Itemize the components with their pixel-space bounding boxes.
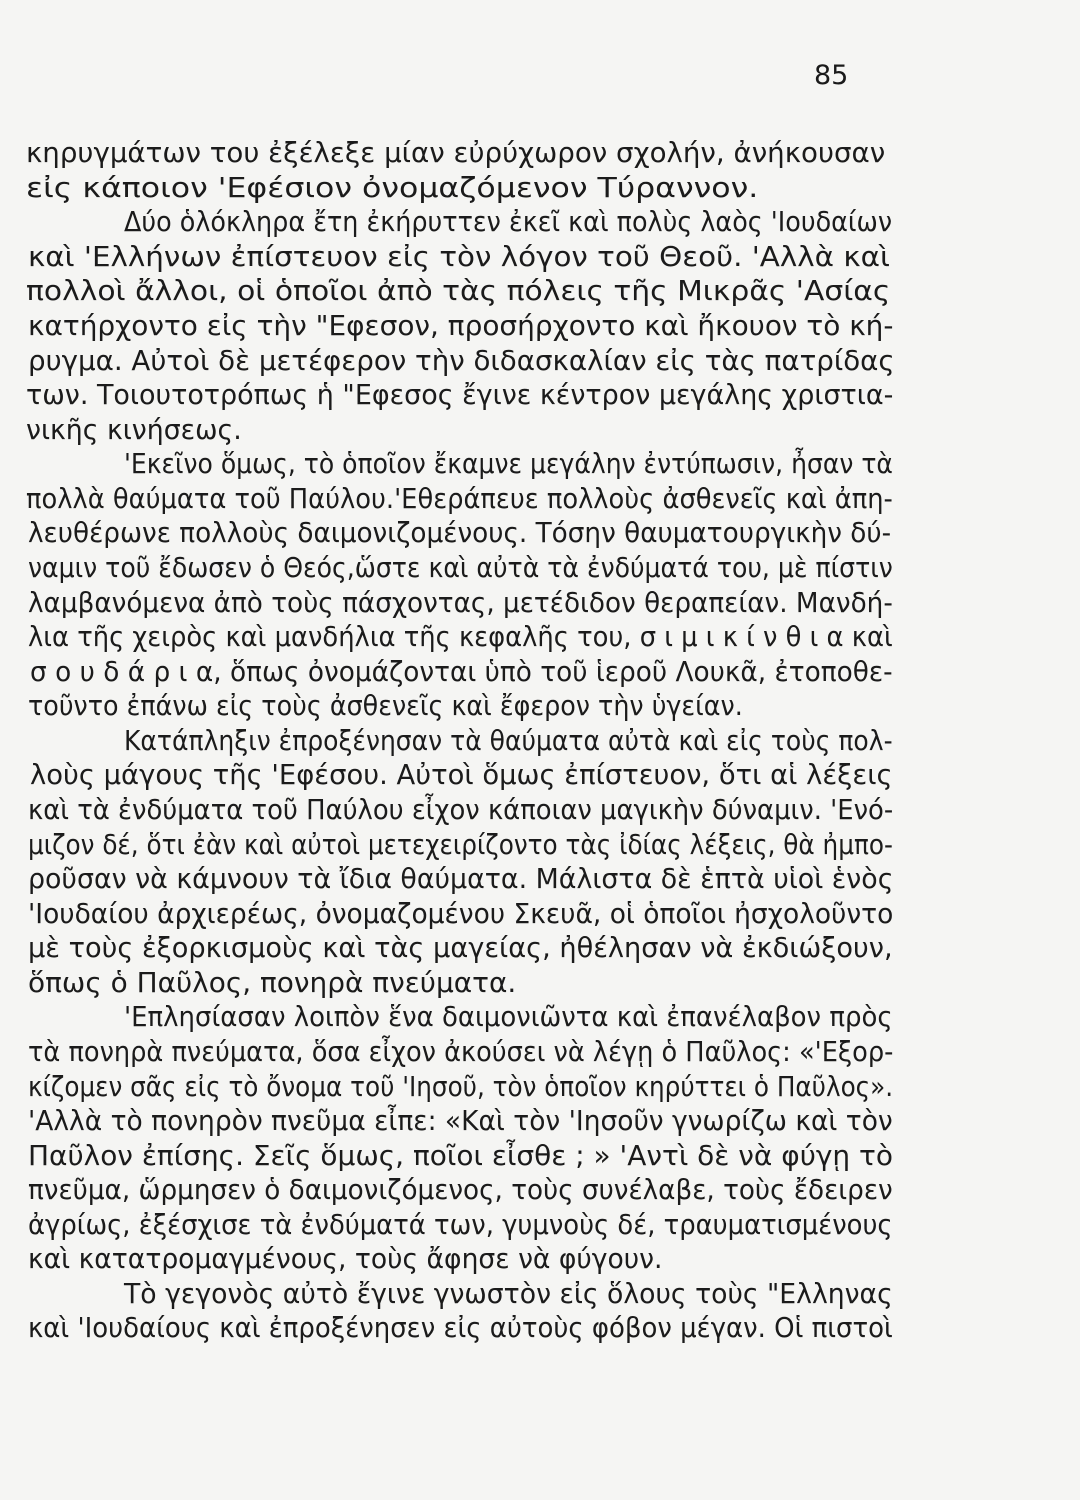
text-line: 'Επλησίασαν λοιπὸν ἕνα δαιμονιῶντα καὶ ἐπανέλαβον πρὸς [124, 1000, 893, 1033]
text-line: καὶ κατατρομαγμένους, τοὺς ἄφησε νὰ φύγουν. [28, 1242, 663, 1275]
text-line: εἰς κάποιον 'Εφέσιον ὀνομαζόμενον Τύραννον. [26, 171, 759, 204]
text-line: κηρυγμάτων του ἐξέλεξε μίαν εὐρύχωρον σχολήν, ἀνήκουσαν [26, 136, 886, 169]
text-line: σ ο υ δ ά ρ ι α, ὅπως ὀνομάζονται ὑπὸ τοῦ ἱεροῦ Λουκᾶ, ἐτοποθε- [30, 655, 893, 688]
text-line: ἀγρίως, ἐξέσχισε τὰ ἐνδύματά των, γυμνοὺς δέ, τραυματισμένους [28, 1208, 893, 1241]
text-line: καὶ τὰ ἐνδύματα τοῦ Παύλου εἶχον κάποιαν μαγικὴν δύναμιν. 'Ενό- [28, 793, 894, 826]
text-line: καὶ 'Ελλήνων ἐπίστευον εἰς τὸν λόγον τοῦ Θεοῦ. 'Αλλὰ καὶ [28, 240, 890, 273]
text-line: ροῦσαν νὰ κάμνουν τὰ ἴδια θαύματα. Μάλιστα δὲ ἑπτὰ υἱοὶ ἑνὸς [28, 862, 894, 895]
text-line: μὲ τοὺς ἐξορκισμοὺς καὶ τὰς μαγείας, ἠθέλησαν νὰ ἐκδιώξουν, [28, 931, 893, 964]
text-line: 'Εκεῖνο ὅμως, τὸ ὁποῖον ἔκαμνε μεγάλην ἐντύπωσιν, ἦσαν τὰ [124, 447, 893, 480]
page-number: 85 [814, 60, 849, 91]
text-line: λευθέρωνε πολλοὺς δαιμονιζομένους. Τόσην θαυματουργικὴν δύ- [28, 516, 892, 549]
text-line: νικῆς κινήσεως. [26, 413, 242, 446]
text-line: πολλὰ θαύματα τοῦ Παύλου.'Εθεράπευε πολλοὺς ἀσθενεῖς καὶ ἀπη- [26, 482, 893, 515]
text-line: πνεῦμα, ὥρμησεν ὁ δαιμονιζόμενος, τοὺς συνέλαβε, τοὺς ἔδειρεν [28, 1173, 893, 1206]
text-line: 'Αλλὰ τὸ πονηρὸν πνεῦμα εἶπε: «Καὶ τὸν 'Ιησοῦν γνωρίζω καὶ τὸν [28, 1104, 893, 1137]
text-line: τὰ πονηρὰ πνεύματα, ὅσα εἶχον ἀκούσει νὰ λέγῃ ὁ Παῦλος: «'Εξορ- [28, 1035, 894, 1068]
text-line: μιζον δέ, ὅτι ἐὰν καὶ αὐτοὶ μετεχειρίζοντο τὰς ἰδίας λέξεις, θὰ ἠμπο- [28, 828, 893, 861]
text-line: Παῦλον ἐπίσης. Σεῖς ὅμως, ποῖοι εἶσθε ; » 'Αντὶ δὲ νὰ φύγῃ τὸ [28, 1139, 893, 1172]
text-line: των. Τοιουτοτρόπως ἡ "Εφεσος ἔγινε κέντρον μεγάλης χριστια- [26, 378, 894, 411]
text-line: λοὺς μάγους τῆς 'Εφέσου. Αὐτοὶ ὅμως ἐπίστευον, ὅτι αἱ λέξεις [30, 758, 893, 791]
text-line: ρυγμα. Αὐτοὶ δὲ μετέφερον τὴν διδασκαλίαν εἰς τὰς πατρίδας [28, 344, 895, 377]
text-line: Τὸ γεγονὸς αὐτὸ ἔγινε γνωστὸν εἰς ὅλους τοὺς "Ελληνας [124, 1277, 893, 1310]
text-line: ναμιν τοῦ ἔδωσεν ὁ Θεός,ὥστε καὶ αὐτὰ τὰ ἐνδύματά του, μὲ πίστιν [28, 551, 893, 584]
text-line: λαμβανόμενα ἀπὸ τοὺς πάσχοντας, μετέδιδον θεραπείαν. Μανδή- [28, 586, 893, 619]
text-line: λια τῆς χειρὸς καὶ μανδήλια τῆς κεφαλῆς του, σ ι μ ι κ ί ν θ ι α καὶ [28, 620, 893, 653]
text-line: κίζομεν σᾶς εἰς τὸ ὄνομα τοῦ 'Ιησοῦ, τὸν ὁποῖον κηρύττει ὁ Παῦλος». [28, 1070, 894, 1103]
text-line: ὅπως ὁ Παῦλος, πονηρὰ πνεύματα. [28, 966, 517, 999]
text-line: Κατάπληξιν ἐπροξένησαν τὰ θαύματα αὐτὰ καὶ εἰς τοὺς πολ- [124, 724, 893, 757]
text-line: πολλοὶ ἄλλοι, οἱ ὁποῖοι ἀπὸ τὰς πόλεις τῆς Μικρᾶς 'Ασίας [26, 274, 891, 307]
text-line: καὶ 'Ιουδαίους καὶ ἐπροξένησεν εἰς αὐτοὺς φόβον μέγαν. Οἱ πιστοὶ [28, 1311, 893, 1344]
text-line: 'Ιουδαίου ἀρχιερέως, ὀνομαζομένου Σκευᾶ, οἱ ὁποῖοι ἠσχολοῦντο [28, 897, 894, 930]
text-line: τοῦντο ἐπάνω εἰς τοὺς ἀσθενεῖς καὶ ἔφερον τὴν ὑγείαν. [28, 689, 743, 722]
text-line: κατήρχοντο εἰς τὴν "Εφεσον, προσήρχοντο καὶ ἤκουον τὸ κή- [28, 309, 894, 342]
text-line: Δύο ὁλόκληρα ἔτη ἐκήρυττεν ἐκεῖ καὶ πολὺς λαὸς 'Ιουδαίων [124, 205, 893, 238]
